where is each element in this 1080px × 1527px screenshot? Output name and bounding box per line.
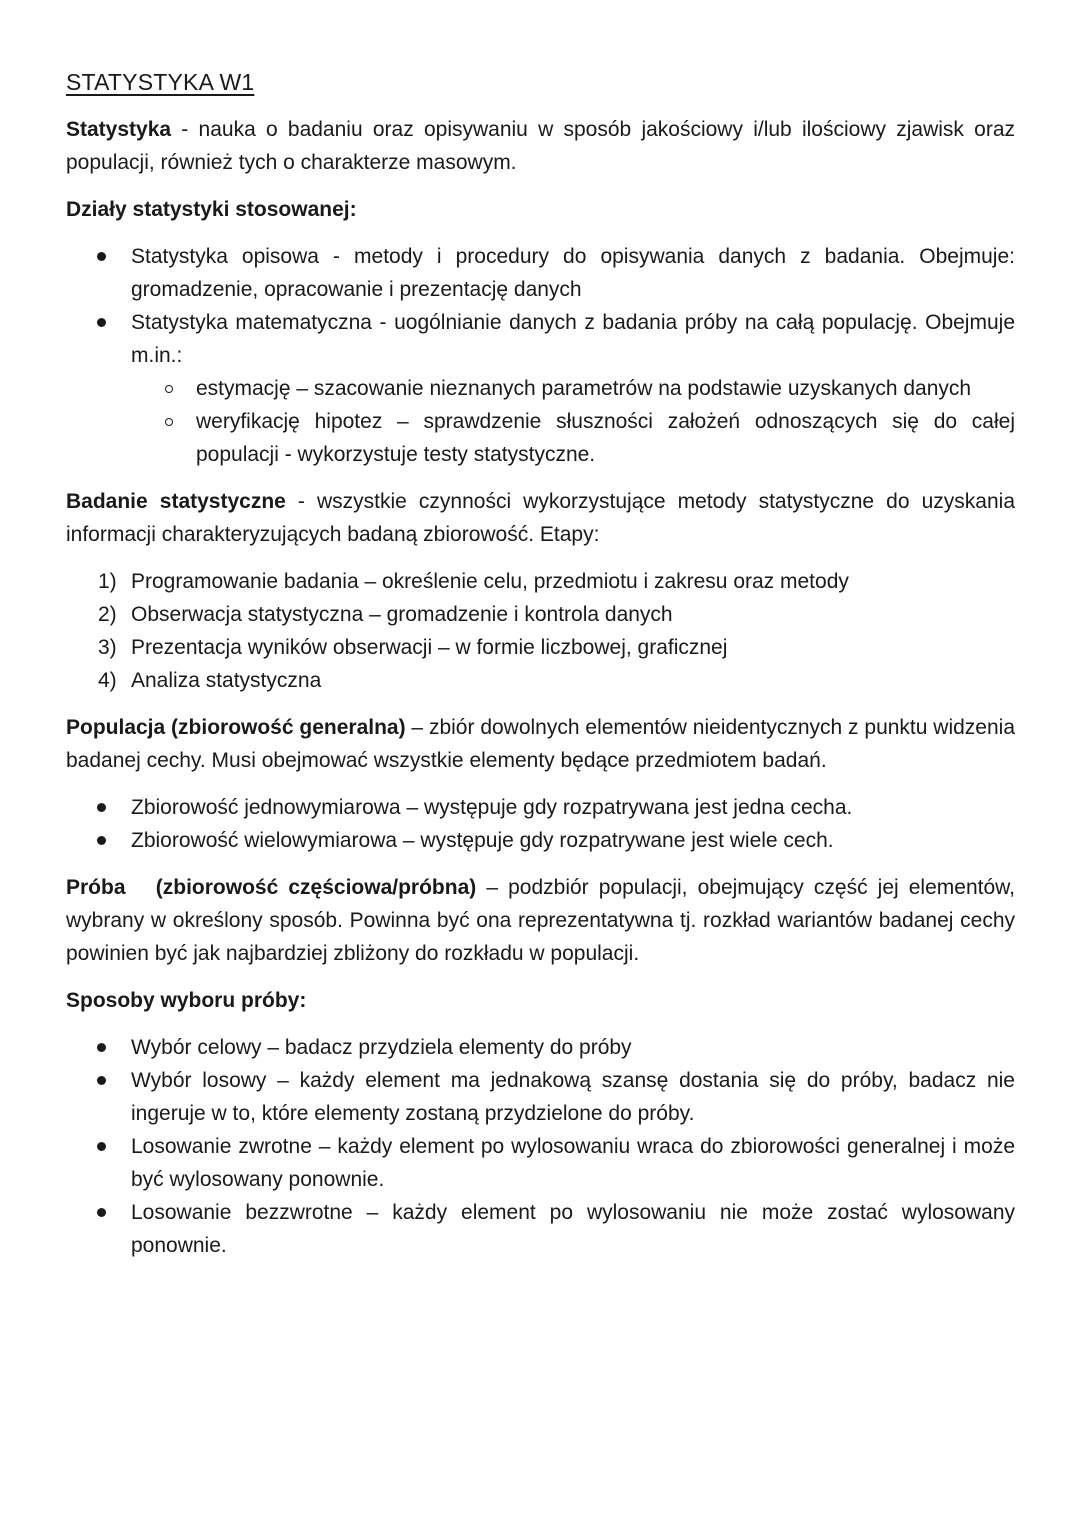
bullet-icon (97, 1043, 106, 1052)
intro-term: Statystyka (66, 118, 172, 141)
list-item: Losowanie zwrotne – każdy element po wylosowaniu wraca do zbiorowości generalnej i może być wylosowany ponownie. (66, 1130, 1015, 1196)
circle-bullet-icon (165, 418, 173, 426)
bullet-icon (97, 318, 106, 327)
bullet-icon (97, 1208, 106, 1217)
list-item: Wybór celowy – badacz przydziela elementy do próby (66, 1031, 1015, 1064)
populacja-list (66, 791, 1015, 857)
step-number: 1) (98, 570, 117, 593)
list-item: 1) Programowanie badania – określenie celu, przedmiotu i zakresu oraz metody (66, 565, 1015, 598)
populacja-paragraph (66, 711, 1015, 777)
page-title: STATYSTYKA W1 (66, 69, 255, 95)
list-item: 4) Analiza statystyczna (66, 664, 1015, 697)
dzialy-heading: Działy statystyki stosowanej: (66, 198, 357, 221)
bullet-icon (97, 252, 106, 261)
sposoby-heading: Sposoby wyboru próby: (66, 989, 307, 1012)
proba-text: – podzbiór populacji, obejmujący część jej elementów, wybrany w określony sposób. Powinna być ona reprezentatywna tj. rozkład wariantów badanej cechy powinien być jak najbardziej zbliżony do rozkładu w populacji. (66, 876, 1015, 965)
sublist-item: estymację – szacowanie nieznanych parametrów na podstawie uzyskanych danych (131, 372, 1015, 405)
list-item: 3) Prezentacja wyników obserwacji – w formie liczbowej, graficznej (66, 631, 1015, 664)
list-item: Losowanie bezzwrotne – każdy element po wylosowaniu nie może zostać wylosowany ponownie. (66, 1196, 1015, 1262)
list-item: Statystyka matematyczna - uogólnianie danych z badania próby na całą populację. Obejmuje m.in.: estymację – szacowanie nieznanych parametrów na podstawie uzyskanych danych weryfikację hipotez – sprawdzenie słuszności założeń odnoszących się do całej populacji - wykorzystuje testy statystyczne. (66, 306, 1015, 471)
step-number: 3) (98, 636, 117, 659)
badanie-paragraph (66, 485, 1015, 551)
dzialy-list (66, 240, 1015, 471)
sublist-item: weryfikację hipotez – sprawdzenie słuszności założeń odnoszących się do całej populacji - wykorzystuje testy statystyczne. (131, 405, 1015, 471)
populacja-term: Populacja (zbiorowość generalna) (66, 716, 406, 739)
bullet-icon (97, 836, 106, 845)
circle-bullet-icon (165, 385, 173, 393)
proba-term: Próba (zbiorowość częściowa/próbna) (66, 876, 477, 899)
bullet-icon (97, 1142, 106, 1151)
populacja-text: – zbiór dowolnych elementów nieidentycznych z punktu widzenia badanej cechy. Musi obejmować wszystkie elementy będące przedmiotem badań. (66, 716, 1015, 772)
list-item: 2) Obserwacja statystyczna – gromadzenie i kontrola danych (66, 598, 1015, 631)
list-item: Zbiorowość jednowymiarowa – występuje gdy rozpatrywana jest jedna cecha. (66, 791, 1015, 824)
badanie-text: - wszystkie czynności wykorzystujące metody statystyczne do uzyskania informacji charakteryzujących badaną zbiorowość. Etapy: (66, 490, 1015, 546)
bullet-icon (97, 803, 106, 812)
list-item: Zbiorowość wielowymiarowa – występuje gdy rozpatrywane jest wiele cech. (66, 824, 1015, 857)
step-number: 4) (98, 669, 117, 692)
step-number: 2) (98, 603, 117, 626)
proba-paragraph (66, 871, 1015, 970)
badanie-term: Badanie statystyczne (66, 490, 286, 513)
bullet-icon (97, 1076, 106, 1085)
sposoby-list (66, 1031, 1015, 1262)
document-page (66, 66, 1015, 1276)
intro-text: - nauka o badaniu oraz opisywaniu w sposób jakościowy i/lub ilościowy zjawisk oraz populacji, również tych o charakterze masowym. (66, 118, 1015, 174)
badanie-steps (66, 565, 1015, 697)
intro-paragraph (66, 113, 1015, 179)
list-item: Wybór losowy – każdy element ma jednakową szansę dostania się do próby, badacz nie ingeruje w to, które elementy zostaną przydzielone do próby. (66, 1064, 1015, 1130)
sublist (131, 372, 1015, 471)
list-item: Statystyka opisowa - metody i procedury do opisywania danych z badania. Obejmuje: gromadzenie, opracowanie i prezentację danych (66, 240, 1015, 306)
